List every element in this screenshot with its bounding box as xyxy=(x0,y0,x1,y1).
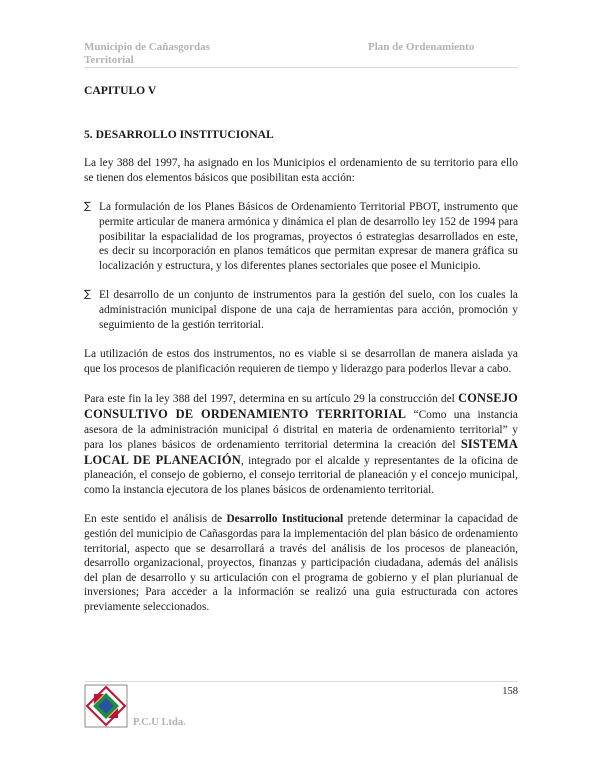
header-territorial: Territorial xyxy=(84,54,134,66)
page-header xyxy=(84,41,518,69)
list-item-text: El desarrollo de un conjunto de instrumentos para la gestión del suelo, con los cuales la administración municipal dispone de una caja de herramientas para acción, promoción y seguimiento de la gestión territorial. xyxy=(99,289,518,331)
header-plan-title: Plan de Ordenamiento xyxy=(368,41,475,53)
consejo-consultivo-term: CONSEJO CONSULTIVO DE ORDENAMIENTO TERRITORIAL xyxy=(84,391,518,421)
header-divider xyxy=(84,67,518,68)
paragraph-text: , integrado por el alcalde y representantes de la oficina de planeación, el consejo de gobierno, el consejo territorial de planeación y el concejo municipal, como la instancia ejecutora de los planes básicos de ordenamiento territorial. xyxy=(84,454,518,496)
intro-paragraph: La ley 388 del 1997, ha asignado en los Municipios el ordenamiento de su territorio para ello se tienen dos elementos básicos que posibilitan esta acción: xyxy=(84,157,518,184)
paragraph-text: pretende determinar la capacidad de gestión del municipio de Cañasgordas para la implementación del plan básico de ordenamiento territorial, aspecto que se desarrollará a través del análisis de los procesos de planeación, desarrollo organizacional, proyectos, finanzas y participación ciudadana, además del análisis del plan de desarrollo y su articulación con el programa de gobierno y el plan plurianual de inversiones; Para acceder a la información se realizó una guia estructurada con actores previamente seleccionados. xyxy=(84,513,518,614)
bullet-sigma-icon: ∑ xyxy=(84,201,91,213)
chapter-heading: CAPITULO V xyxy=(84,84,157,97)
document-body xyxy=(84,84,518,615)
paragraph-consejo xyxy=(84,391,518,497)
footer-divider xyxy=(84,681,518,682)
list-item xyxy=(84,288,518,332)
paragraph-instruments: La utilización de estos dos instrumentos, no es viable si se desarrollan de manera aislada ya que los procesos de planificación requieren de tiempo y liderazgo para poderlos llevar a cabo. xyxy=(84,348,518,375)
company-logo-icon xyxy=(84,684,128,728)
header-left xyxy=(84,41,284,67)
paragraph-text: En este sentido el análisis de xyxy=(84,513,227,526)
list-item xyxy=(84,200,518,273)
bullet-list xyxy=(84,200,518,332)
section-heading: 5. DESARROLLO INSTITUCIONAL xyxy=(84,127,274,141)
bullet-sigma-icon: ∑ xyxy=(84,289,91,301)
header-municipality: Municipio de Cañasgordas xyxy=(84,41,210,53)
paragraph-text: Para este fin la ley 388 del 1997, determina en su artículo 29 la construcción del xyxy=(84,393,459,406)
paragraph-desarrollo xyxy=(84,512,518,614)
page-number: 158 xyxy=(502,686,518,697)
sistema-local-term: SISTEMA LOCAL DE PLANEACIÓN xyxy=(84,437,518,467)
desarrollo-institucional-term: Desarrollo Institucional xyxy=(226,513,344,526)
paragraph-text: “Como una instancia asesora de la administración municipal ó distrital en materia de ordenamiento territorial” y para los planes básicos de ordenamiento territorial determina la creación del xyxy=(84,408,518,452)
company-name: P.C.U Ltda. xyxy=(133,717,186,728)
list-item-text: La formulación de los Planes Básicos de Ordenamiento Territorial PBOT, instrumento que permite articular de manera armónica y dinámica el plan de desarrollo ley 152 de 1994 para posibilitar la espacialidad de los programas, proyectos ó estrategias desarrollados en este, es decir su incorporación en planos temáticos que permitan expresar de manera gráfica su localización y estructura, y los diferentes planes sectoriales que posee el Municipio. xyxy=(99,201,518,272)
